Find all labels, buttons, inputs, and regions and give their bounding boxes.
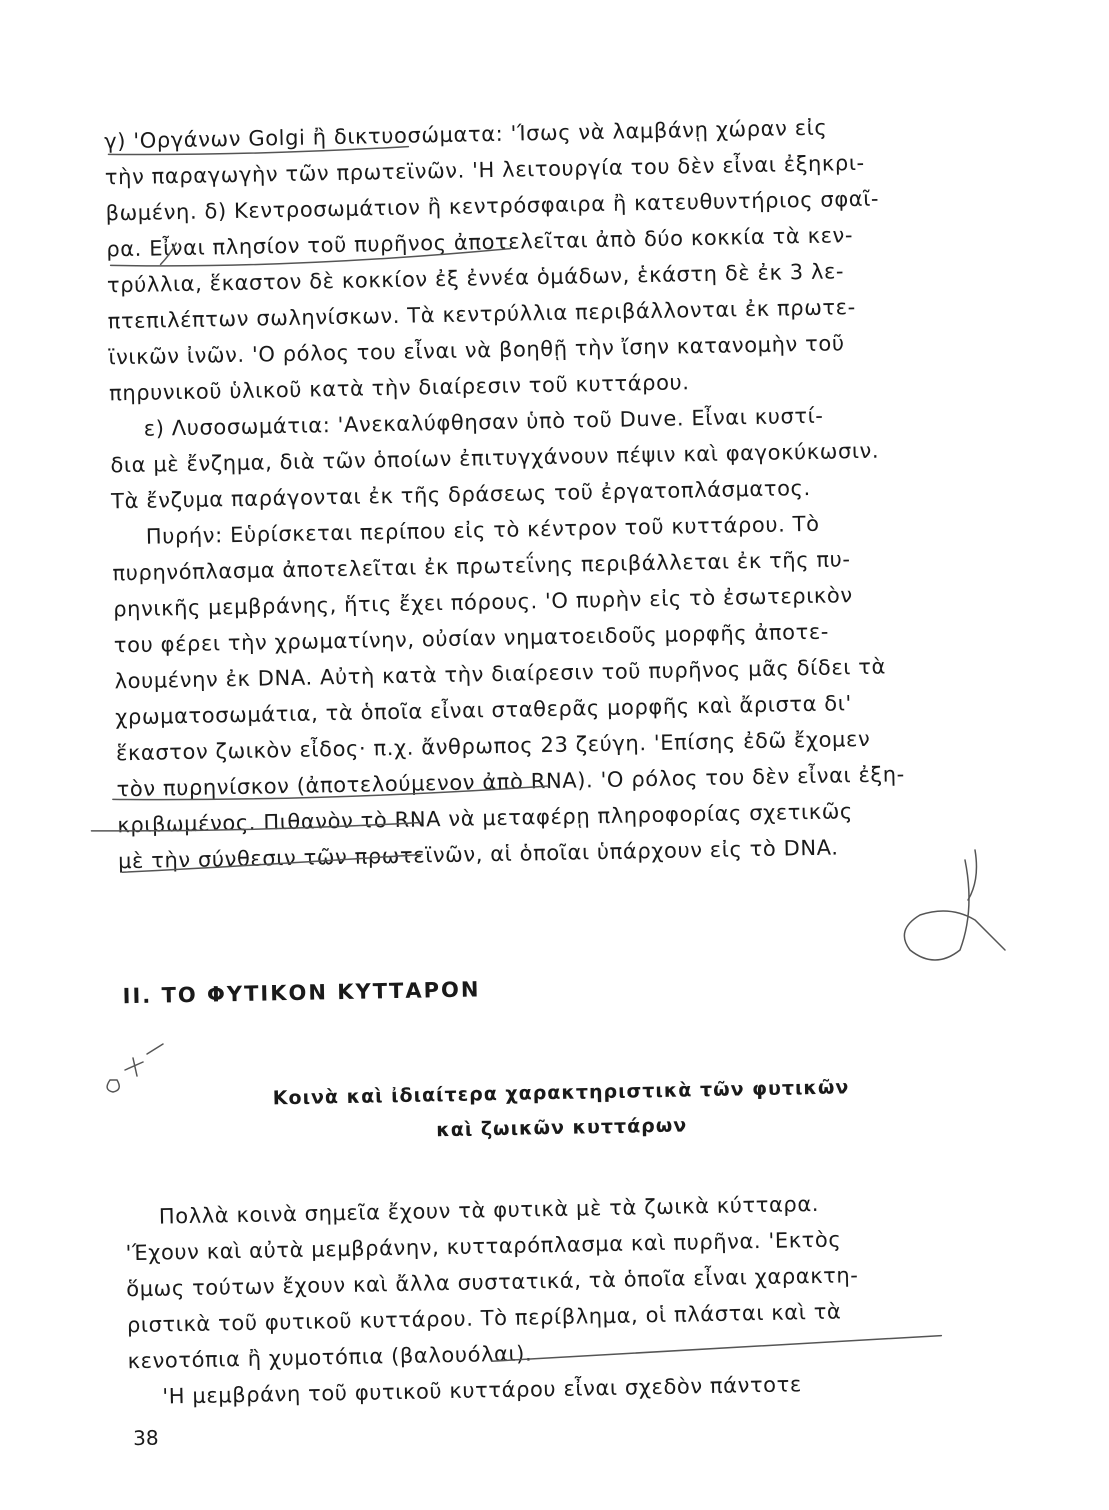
underline-mark <box>108 147 408 156</box>
text-line: βωμένη. δ) Κεντροσωμάτιον ἢ κεντρόσφαιρα ἢ κατευθυντήριος σφαῖ- <box>105 186 880 226</box>
underline-mark <box>113 786 549 801</box>
text-line: λουμένην ἐκ DNA. Αὐτὴ κατὰ τὴν διαίρεσιν τοῦ πυρῆνος μᾶς δίδει τὰ <box>114 654 887 694</box>
text-line: πυρηνόπλασμα ἀποτελεῖται ἐκ πρωτεΐνης περιβάλλεται ἐκ τῆς πυ- <box>112 547 851 586</box>
text-line: τὸν πυρηνίσκον (ἀποτελούμενον ἀπὸ RNA). 'Ο ρόλος του δὲν εἶναι ἐξη- <box>116 762 906 802</box>
text-line: ϊνικῶν ἰνῶν. 'Ο ρόλος του εἶναι νὰ βοηθῇ τὴν ἴσην κατανομὴν τοῦ <box>108 331 845 370</box>
text-line: πηρυνικοῦ ὑλικοῦ κατὰ τὴν διαίρεσιν τοῦ κυττάρου. <box>108 370 690 406</box>
underline-mark <box>91 822 421 832</box>
scribble-stroke <box>147 1044 163 1054</box>
text-line: γ) 'Οργάνων Golgi ἢ δικτυοσώματα: 'Ίσως νὰ λαμβάνῃ χώραν εἰς <box>104 115 828 154</box>
subheading-line-1: Κοινὰ καὶ ἰδιαίτερα χαρακτηριστικὰ τῶν φυτικῶν <box>272 1076 850 1110</box>
text-line: χρωματοσωμάτια, τὰ ὁποῖα εἶναι σταθερᾶς μορφῆς καὶ ἄριστα δι' <box>115 691 853 730</box>
text-line: τὴν παραγωγὴν τῶν πρωτεϊνῶν. 'Η λειτουργία του δὲν εἶναι ἐξηκρι- <box>104 150 865 190</box>
text-line: τρύλλια, ἕκαστον δὲ κοκκίον ἐξ ἐννέα ὁμάδων, ἑκάστη δὲ ἐκ 3 λε- <box>106 259 845 298</box>
text-line: του φέρει τὴν χρωματίνην, οὐσίαν νηματοειδοῦς μορφῆς ἀποτε- <box>113 619 830 658</box>
text-line: πτεπιλέπτων σωληνίσκων. Τὰ κεντρύλλια περιβάλλονται ἐκ πρωτε- <box>107 295 856 334</box>
underline-mark <box>122 854 422 872</box>
text-line: ἕκαστον ζωικὸν εἶδος· π.χ. ἄνθρωπος 23 ζεύγη. 'Επίσης ἐδῶ ἔχομεν <box>115 726 871 766</box>
margin-scribble <box>95 1040 175 1100</box>
text-line: κενοτόπια ἢ χυμοτόπια (βαλουόλαι). <box>127 1341 533 1374</box>
text-line: Τὰ ἔνζυμα παράγονται ἐκ τῆς δράσεως τοῦ ἐργατοπλάσματος. <box>110 475 811 514</box>
text-line: δια μὲ ἔνζημα, διὰ τῶν ὁποίων ἐπιτυγχάνουν πέψιν καὶ φαγοκύκωσιν. <box>110 438 880 478</box>
scribble-stroke <box>125 1058 143 1076</box>
subheading-line-2: καὶ ζωικῶν κυττάρων <box>436 1114 688 1142</box>
text-line: Πυρήν: Εὑρίσκεται περίπου εἰς τὸ κέντρον τοῦ κυττάρου. Τὸ <box>145 511 820 549</box>
signature-mark <box>880 840 1020 990</box>
text-line: ρα. Εἶναι πλησίον τοῦ πυρῆνος ἀποτελεῖται ἀπὸ δύο κοκκία τὰ κεν- <box>106 223 854 262</box>
text-line: ριστικὰ τοῦ φυτικοῦ κυττάρου. Τὸ περίβλημα, οἱ πλάσται καὶ τὰ <box>126 1299 842 1338</box>
text-line: μὲ τὴν σύνθεσιν τῶν πρωτεϊνῶν, αἱ ὁποῖαι ὑπάρχουν εἰς τὸ DNA. <box>117 835 839 874</box>
page-number: 38 <box>132 1425 159 1451</box>
text-line: 'Η μεμβράνη τοῦ φυτικοῦ κυττάρου εἶναι σχεδὸν πάντοτε <box>162 1372 803 1409</box>
section-heading: II. ΤΟ ΦΥΤΙΚΟΝ ΚΥΤΤΑΡΟΝ <box>122 977 481 1009</box>
scribble-stroke <box>107 1080 119 1092</box>
text-line: κριβωμένος. Πιθανὸν τὸ RNA νὰ μεταφέρῃ πληροφορίας σχετικῶς <box>117 799 854 838</box>
bracket-mark <box>160 243 176 264</box>
underline-mark <box>491 1336 941 1362</box>
signature-stroke <box>904 860 1005 960</box>
text-line: ε) Λυσοσωμάτια: 'Ανεκαλύφθησαν ὑπὸ τοῦ Duve. Εἶναι κυστί- <box>143 403 824 441</box>
text-line: 'Έχουν καὶ αὐτὰ μεμβράνην, κυτταρόπλασμα καὶ πυρῆνα. 'Εκτὸς <box>125 1227 842 1266</box>
text-line: ρηνικῆς μεμβράνης, ἥτις ἔχει πόρους. 'Ο πυρὴν εἰς τὸ ἐσωτερικὸν <box>112 583 853 622</box>
text-line: Πολλὰ κοινὰ σημεῖα ἔχουν τὰ φυτικὰ μὲ τὰ ζωικὰ κύτταρα. <box>158 1191 820 1229</box>
text-line: ὅμως τούτων ἔχουν καὶ ἄλλα συστατικά, τὰ ὁποῖα εἶναι χαρακτη- <box>126 1263 859 1302</box>
